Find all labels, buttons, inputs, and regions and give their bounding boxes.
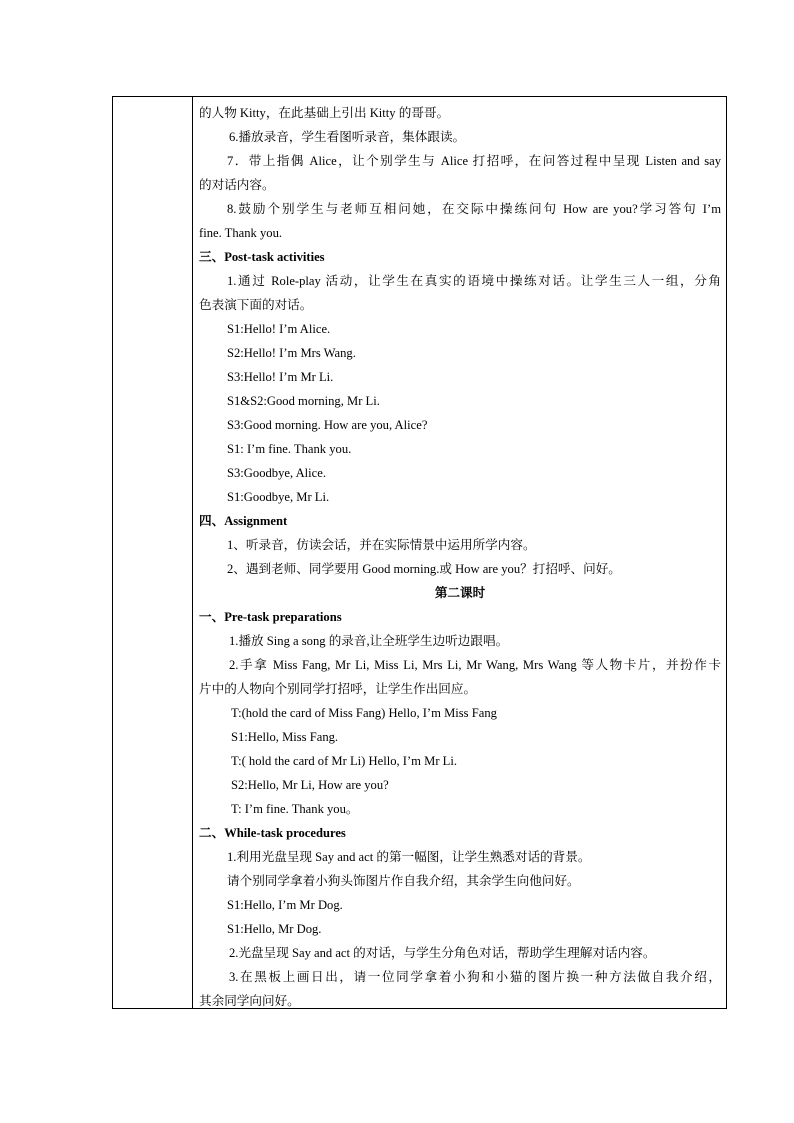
section-heading: 二、While-task procedures — [199, 826, 346, 840]
section-heading: 三、Post-task activities — [199, 250, 325, 264]
text-line: 1.播放 Sing a song 的录音,让全班学生边听边跟唱。 — [229, 634, 509, 648]
section-heading: 四、Assignment — [199, 514, 288, 528]
text-line: 2.光盘呈现 Say and act 的对话，与学生分角色对话，帮助学生理解对话内容。 — [229, 946, 656, 960]
dialogue-line: S2:Hello, Mr Li, How are you? — [231, 778, 389, 792]
dialogue-line: S3:Good morning. How are you, Alice? — [227, 418, 428, 432]
text-line: 1.通过 Role-play 活动，让学生在真实的语境中操练对话。让学生三人一组，分角 — [227, 274, 721, 288]
text-line: 6.播放录音，学生看图听录音，集体跟读。 — [229, 130, 466, 144]
text-line: 1.利用光盘呈现 Say and act 的第一幅图，让学生熟悉对话的背景。 — [227, 850, 591, 864]
text-line: 3.在黑板上画日出，请一位同学拿着小狗和小猫的图片换一种方法做自我介绍， — [229, 970, 721, 984]
lesson-title: 第二课时 — [434, 586, 486, 600]
dialogue-line: S3:Hello! I’m Mr Li. — [227, 370, 334, 384]
text-line: 的人物 Kitty，在此基础上引出 Kitty 的哥哥。 — [199, 106, 450, 120]
text-line: 2.手拿 Miss Fang, Mr Li, Miss Li, Mrs Li, Mr Wang, Mrs Wang 等人物卡片，并扮作卡 — [229, 658, 721, 672]
text-line: 片中的人物向个别同学打招呼，让学生作出回应。 — [199, 682, 477, 696]
dialogue-line: S1: I’m fine. Thank you. — [227, 442, 352, 456]
lesson-plan-table — [112, 96, 727, 1009]
text-line: 1、听录音，仿读会话，并在实际情景中运用所学内容。 — [227, 538, 536, 552]
label-column-cell — [113, 97, 193, 1008]
dialogue-line: T:(hold the card of Miss Fang) Hello, I’m Miss Fang — [231, 706, 497, 720]
dialogue-line: S1&S2:Good morning, Mr Li. — [227, 394, 380, 408]
text-line: 请个别同学拿着小狗头饰图片作自我介绍，其余学生向他问好。 — [227, 874, 580, 888]
text-line: fine. Thank you. — [199, 226, 283, 240]
dialogue-line: S1:Goodbye, Mr Li. — [227, 490, 330, 504]
dialogue-line: T:( hold the card of Mr Li) Hello, I’m Mr Li. — [231, 754, 457, 768]
dialogue-line: T: I’m fine. Thank you。 — [231, 802, 359, 816]
lesson-content-cell — [199, 101, 721, 1013]
text-line: 其余同学向问好。 — [199, 994, 300, 1008]
dialogue-line: S2:Hello! I’m Mrs Wang. — [227, 346, 356, 360]
text-line: 2、遇到老师、同学要用 Good morning.或 How are you？打招呼、问好。 — [227, 562, 621, 576]
dialogue-line: S3:Goodbye, Alice. — [227, 466, 326, 480]
dialogue-line: S1:Hello, Miss Fang. — [231, 730, 339, 744]
dialogue-line: S1:Hello! I’m Alice. — [227, 322, 331, 336]
section-heading: 一、Pre-task preparations — [199, 610, 342, 624]
text-line: 的对话内容。 — [199, 178, 275, 192]
text-line: 8.鼓励个别学生与老师互相问她，在交际中操练问句 How are you?学习答句 I’m — [227, 202, 721, 216]
dialogue-line: S1:Hello, Mr Dog. — [227, 922, 322, 936]
dialogue-line: S1:Hello, I’m Mr Dog. — [227, 898, 343, 912]
text-line: 7．带上指偶 Alice，让个别学生与 Alice 打招呼，在问答过程中呈现 Listen and say — [227, 154, 721, 168]
text-line: 色表演下面的对话。 — [199, 298, 313, 312]
